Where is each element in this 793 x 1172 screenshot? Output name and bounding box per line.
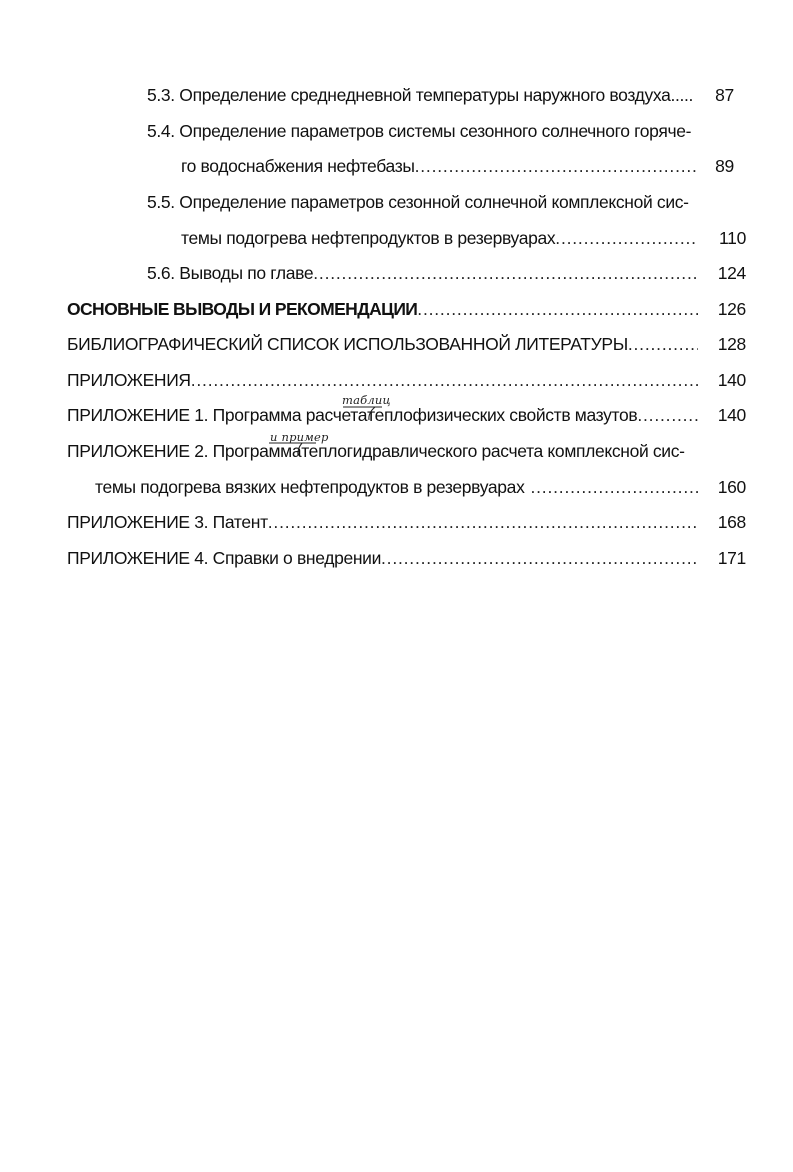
handwritten-caret-mark bbox=[268, 441, 320, 459]
toc-entry-page: 87 bbox=[715, 85, 734, 105]
toc-entry-page: 160 bbox=[717, 477, 746, 497]
toc-entry-title: ПРИЛОЖЕНИЯ bbox=[67, 370, 191, 390]
toc-entry-page: 124 bbox=[717, 263, 746, 283]
toc-entry-title-line1-part1: ПРИЛОЖЕНИЕ 2. Программа bbox=[67, 441, 302, 461]
leader-dots bbox=[628, 334, 698, 355]
toc-entry-page: 171 bbox=[717, 548, 746, 568]
toc-entry-title-line2: го водоснабжения нефтебазы bbox=[181, 156, 415, 176]
leader-dots bbox=[313, 263, 698, 284]
toc-entry-5-4-cont bbox=[0, 156, 793, 186]
toc-entry-appendix-3 bbox=[0, 512, 793, 542]
leader-dots bbox=[637, 405, 698, 426]
toc-entry-page: 110 bbox=[719, 228, 746, 248]
toc-entry-page: 168 bbox=[717, 512, 746, 532]
toc-entry-title-line2: темы подогрева вязких нефтепродуктов в резервуарах bbox=[95, 477, 525, 497]
toc-entry-appendix-2-cont bbox=[0, 477, 793, 507]
toc-entry-conclusions bbox=[0, 299, 793, 329]
leader-dots bbox=[530, 477, 698, 498]
toc-entry-appendices bbox=[0, 370, 793, 400]
toc-entry-5-3 bbox=[0, 85, 793, 115]
toc-entry-title: ПРИЛОЖЕНИЕ 4. Справки о внедрении bbox=[67, 548, 381, 568]
toc-entry-title-part1: ПРИЛОЖЕНИЕ 1. Программа расчета bbox=[67, 405, 368, 425]
toc-entry-page: 128 bbox=[717, 334, 746, 354]
leader-dots bbox=[415, 156, 698, 177]
toc-entry-5-4 bbox=[0, 121, 793, 151]
leader-dots bbox=[268, 512, 698, 533]
toc-entry-title: ПРИЛОЖЕНИЕ 3. Патент bbox=[67, 512, 268, 532]
toc-entry-title: БИБЛИОГРАФИЧЕСКИЙ СПИСОК ИСПОЛЬЗОВАННОЙ ЛИТЕРАТУРЫ bbox=[67, 334, 628, 354]
toc-entry-title: 5.3. Определение среднедневной температуры наружного воздуха..... bbox=[147, 85, 694, 105]
toc-entry-appendix-2 bbox=[0, 441, 793, 471]
toc-entry-title-line1: 5.5. Определение параметров сезонной солнечной комплексной сис- bbox=[147, 192, 689, 212]
toc-entry-page: 89 bbox=[715, 156, 734, 176]
toc-entry-title: ОСНОВНЫЕ ВЫВОДЫ И РЕКОМЕНДАЦИИ bbox=[67, 299, 418, 319]
toc-entry-5-5 bbox=[0, 192, 793, 222]
handwritten-insert: таблиц bbox=[342, 393, 391, 407]
toc-entry-appendix-4 bbox=[0, 548, 793, 578]
toc-entry-page: 140 bbox=[717, 370, 746, 390]
toc-entry-title-line2: темы подогрева нефтепродуктов в резервуарах bbox=[181, 228, 556, 248]
leader-dots bbox=[417, 299, 698, 320]
toc-entry-page: 140 bbox=[717, 405, 746, 425]
toc-entry-5-5-cont bbox=[0, 228, 793, 258]
toc-entry-appendix-1 bbox=[0, 405, 793, 435]
handwritten-caret-mark bbox=[342, 404, 386, 422]
leader-dots bbox=[555, 228, 697, 249]
toc-entry-page: 126 bbox=[717, 299, 746, 319]
toc-entry-5-6 bbox=[0, 263, 793, 293]
toc-entry-title-line1: 5.4. Определение параметров системы сезонного солнечного горяче- bbox=[147, 121, 692, 141]
leader-dots bbox=[191, 370, 698, 391]
toc-entry-title: 5.6. Выводы по главе bbox=[147, 263, 314, 283]
toc-entry-title-line1-part2: теплогидравлического расчета комплексной сис- bbox=[301, 441, 685, 461]
toc-entry-bibliography bbox=[0, 334, 793, 364]
leader-dots bbox=[381, 548, 698, 569]
toc-entry-title-part2: теплофизических свойств мазутов bbox=[367, 405, 638, 425]
handwritten-insert: и пример bbox=[270, 430, 329, 444]
